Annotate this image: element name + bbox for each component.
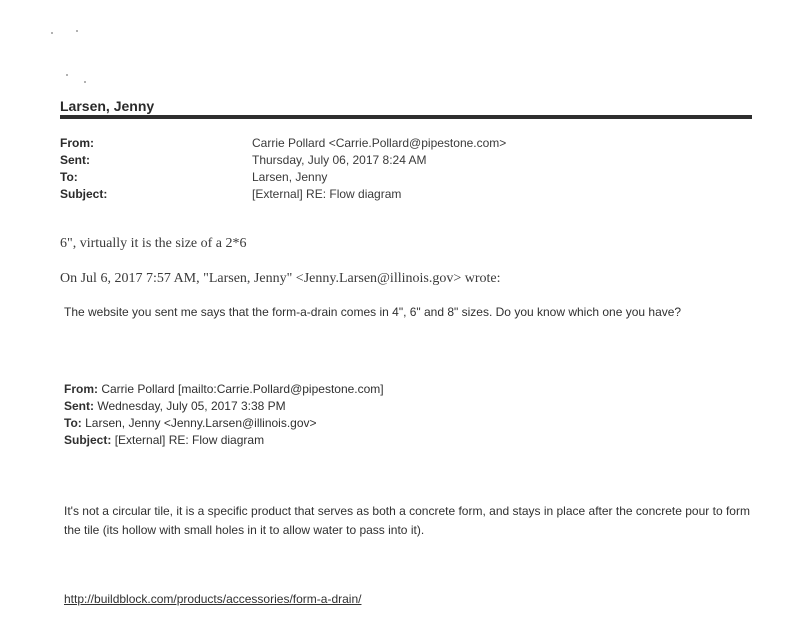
forward-to-label: To: [64,416,82,430]
subject-label: Subject: [60,187,108,201]
forward-from-value: Carrie Pollard [mailto:Carrie.Pollard@pipestone.com] [101,382,384,396]
quoted-message: The website you sent me says that the form-a-drain comes in 4", 6" and 8" sizes. Do you know which one you have? [64,305,682,319]
heading-divider [60,115,752,119]
form-a-drain-link[interactable]: http://buildblock.com/products/accessories/form-a-drain/ [64,592,362,606]
forward-sent-row [64,398,384,415]
from-value: Carrie Pollard <Carrie.Pollard@pipestone.com> [252,136,507,150]
header-to-row [60,169,506,186]
header-subject-row [60,186,506,203]
forward-sent-label: Sent: [64,399,94,413]
from-label: From: [60,136,94,150]
header-from-row [60,135,506,152]
forward-to-row [64,415,384,432]
quote-intro: On Jul 6, 2017 7:57 AM, "Larsen, Jenny" <Jenny.Larsen@illinois.gov> wrote: [60,271,501,286]
subject-value: [External] RE: Flow diagram [252,187,402,201]
sent-value: Thursday, July 06, 2017 8:24 AM [252,153,427,167]
forward-sent-value: Wednesday, July 05, 2017 3:38 PM [97,399,286,413]
forward-to-value: Larsen, Jenny <Jenny.Larsen@illinois.gov> [85,416,317,430]
forward-subject-value: [External] RE: Flow diagram [114,433,265,447]
scan-speck [66,74,68,76]
sent-label: Sent: [60,153,90,167]
scan-speck [76,30,78,32]
scan-speck [84,81,86,83]
to-value: Larsen, Jenny [252,170,328,184]
scan-speck [51,32,53,34]
reply-text: 6", virtually it is the size of a 2*6 [60,236,247,251]
earlier-message: It's not a circular tile, it is a specific product that serves as both a concrete form, and stays in place after the concrete pour to form the tile (its hollow with small holes in it to allow water to pass into it). [64,504,750,537]
forward-header [64,381,384,449]
forward-from-label: From: [64,382,98,396]
email-header [60,135,506,203]
forward-subject-label: Subject: [64,433,112,447]
header-sent-row [60,152,506,169]
forward-from-row [64,381,384,398]
forward-subject-row [64,432,384,449]
sender-name-heading: Larsen, Jenny [60,98,155,114]
to-label: To: [60,170,78,184]
